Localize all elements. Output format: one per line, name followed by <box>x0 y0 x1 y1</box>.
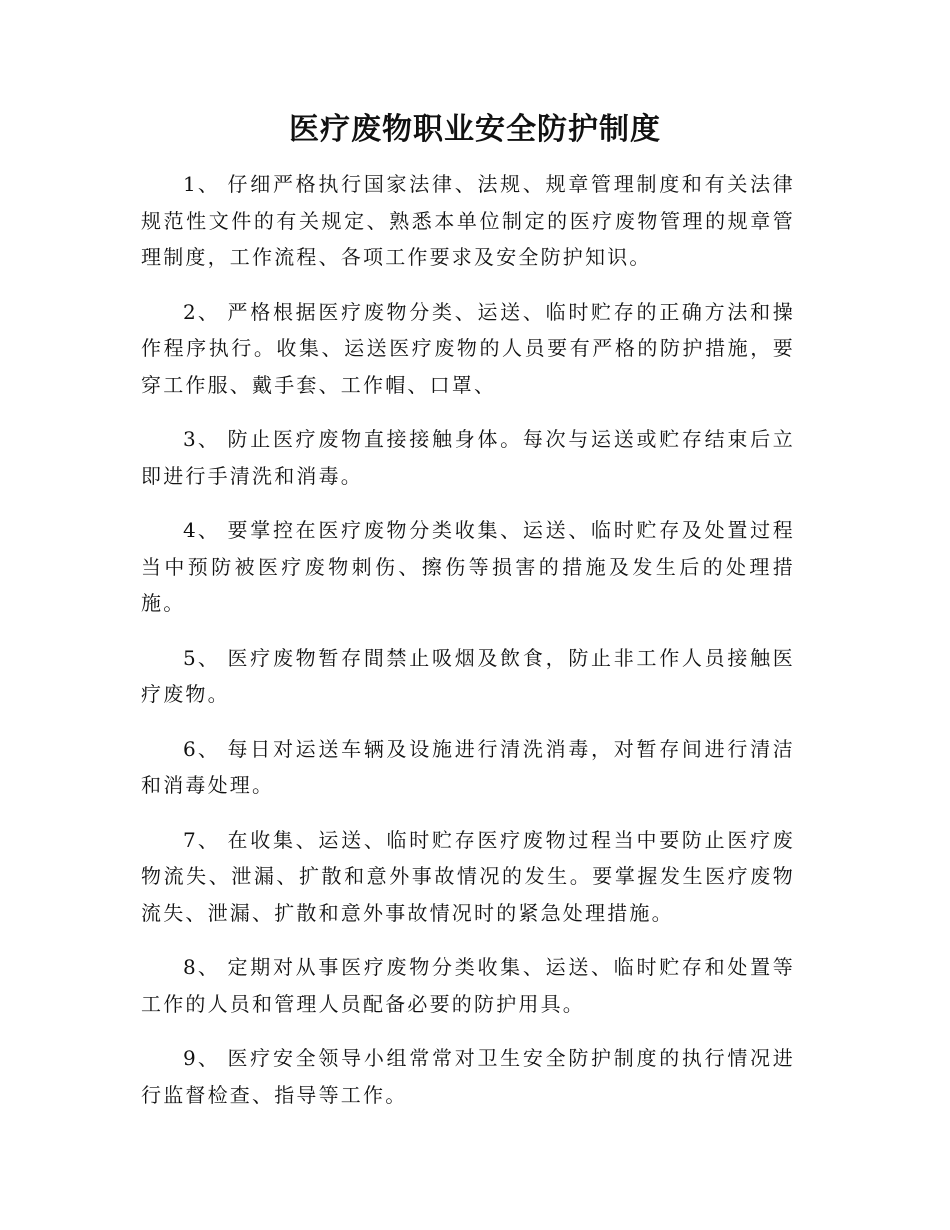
clause-6 <box>141 731 795 804</box>
clause-text: 医疗废物暂存間禁止吸烟及飲食，防止非工作人员接触医疗废物。 <box>141 645 795 706</box>
clause-9 <box>141 1040 795 1113</box>
clause-text: 每日对运送车辆及设施进行清洗消毒，对暂存间进行清洁和消毒处理。 <box>141 736 795 797</box>
document-body <box>141 166 795 1131</box>
clause-number: 4、 <box>183 518 221 542</box>
clause-text: 要掌控在医疗废物分类收集、运送、临时贮存及处置过程当中预防被医疗废物刺伤、擦伤等损害的措施及发生后的处理措施。 <box>141 518 795 615</box>
clause-number: 5、 <box>183 645 221 670</box>
clause-5 <box>141 640 795 713</box>
clause-7 <box>141 822 795 932</box>
clause-number: 1、 <box>183 172 221 196</box>
clause-text: 定期对从事医疗废物分类收集、运送、临时贮存和处置等工作的人员和管理人员配备必要的防护用具。 <box>141 955 795 1016</box>
clause-8 <box>141 949 795 1022</box>
clause-text: 仔细严格执行国家法律、法规、规章管理制度和有关法律规范性文件的有关规定、熟悉本单位制定的医疗废物管理的规章管理制度，工作流程、各项工作要求及安全防护知识。 <box>141 172 795 269</box>
clause-text: 防止医疗废物直接接触身体。每次与运送或贮存结束后立即进行手清洗和消毒。 <box>141 427 795 488</box>
clause-number: 3、 <box>183 427 221 451</box>
clause-text: 医疗安全领导小组常常对卫生安全防护制度的执行情况进行监督检查、指导等工作。 <box>141 1046 795 1107</box>
clause-text: 在收集、运送、临时贮存医疗废物过程当中要防止医疗废物流失、泄漏、扩散和意外事故情况的发生。要掌握发生医疗废物流失、泄漏、扩散和意外事故情况时的紧急处理措施。 <box>141 827 795 925</box>
clause-number: 9、 <box>183 1046 221 1070</box>
clause-number: 7、 <box>183 827 221 852</box>
clause-2 <box>141 294 795 404</box>
clause-4 <box>141 512 795 622</box>
clause-number: 8、 <box>183 955 221 979</box>
document-title: 医疗废物职业安全防护制度 <box>289 112 661 147</box>
clause-number: 2、 <box>183 299 221 324</box>
clause-1 <box>141 166 795 276</box>
clause-3 <box>141 421 795 494</box>
clause-number: 6、 <box>183 736 221 761</box>
clause-text: 严格根据医疗废物分类、运送、临时贮存的正确方法和操作程序执行。收集、运送医疗废物的人员要有严格的防护措施，要穿工作服、戴手套、工作帽、口罩、 <box>141 299 795 397</box>
